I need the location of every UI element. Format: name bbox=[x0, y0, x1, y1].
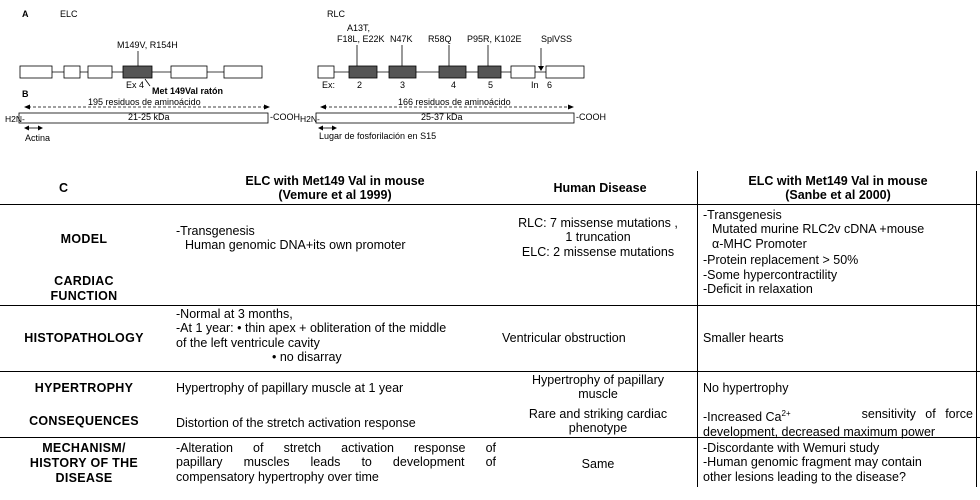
rlc-exon-5 bbox=[478, 66, 501, 78]
row-label-hypertrophy: HYPERTROPHY bbox=[34, 381, 134, 395]
elc-exon-5 bbox=[171, 66, 207, 78]
elc-kda-label: 21-25 kDa bbox=[128, 112, 170, 122]
column-divider bbox=[976, 171, 977, 487]
histopathology-col1: -Normal at 3 months, -At 1 year: • thin apex + obliteration of the middle of the left ventricule cavity • no disarray bbox=[176, 307, 447, 365]
elc-span-label: 195 residuos de aminoácido bbox=[88, 97, 201, 107]
rlc-mut4-label: P95R, K102E bbox=[467, 34, 522, 44]
rlc-exon-6b bbox=[546, 66, 584, 78]
panel-b-label: B bbox=[22, 89, 29, 99]
rlc-mut1-line1: A13T, bbox=[347, 23, 371, 33]
gene-structure-diagram bbox=[0, 0, 620, 165]
elc-n-term: H2N- bbox=[5, 114, 25, 124]
hypertrophy-col3: No hypertrophy bbox=[703, 381, 789, 395]
rlc-exon-2 bbox=[349, 66, 377, 78]
rlc-exon-3 bbox=[389, 66, 416, 78]
row-label-cardiac-function: CARDIAC FUNCTION bbox=[50, 274, 118, 303]
histopathology-col3: Smaller hearts bbox=[703, 331, 784, 345]
rlc-ex3-label: 3 bbox=[400, 80, 406, 90]
hypertrophy-col2: Hypertrophy of papillary muscle bbox=[531, 373, 664, 402]
rlc-exon-1 bbox=[318, 66, 334, 78]
column-divider bbox=[697, 171, 698, 487]
histopathology-col2: Ventricular obstruction bbox=[502, 331, 626, 345]
rlc-exon-4 bbox=[439, 66, 466, 78]
elc-exon-4 bbox=[123, 66, 152, 78]
elc-exon-3 bbox=[88, 66, 112, 78]
elc-title: ELC bbox=[60, 9, 78, 19]
splice-arrow-icon bbox=[538, 66, 544, 71]
elc-mutation-label: M149V, R154H bbox=[117, 40, 178, 50]
row-label-histopathology: HISTOPATHOLOGY bbox=[24, 331, 144, 345]
rlc-exon-6a bbox=[511, 66, 535, 78]
rlc-ex2-label: 2 bbox=[357, 80, 363, 90]
header-col3: ELC with Met149 Val in mouse (Sanbe et al 2000) bbox=[748, 174, 928, 203]
hypertrophy-col1: Hypertrophy of papillary muscle at 1 year bbox=[176, 381, 404, 395]
elc-exon-1 bbox=[20, 66, 52, 78]
consequences-col1: Distortion of the stretch activation response bbox=[176, 416, 416, 430]
gene-diagram-figure bbox=[0, 0, 620, 165]
panel-a-label: A bbox=[22, 9, 29, 19]
actin-label: Actina bbox=[25, 133, 51, 143]
rlc-ex-prefix: Ex: bbox=[322, 80, 336, 90]
rlc-ex5-label: 5 bbox=[488, 80, 494, 90]
mechanism-col1: -Alteration of stretch activation response of papillary muscles leads to development of compensatory hypertrophy over time bbox=[176, 441, 496, 484]
elc-exon4-label: Ex 4 bbox=[126, 80, 145, 90]
elc-met-label: Met 149Val ratón bbox=[152, 86, 224, 96]
row-label-consequences: CONSEQUENCES bbox=[29, 414, 139, 428]
rlc-title: RLC bbox=[327, 9, 346, 19]
elc-met-pointer bbox=[145, 79, 150, 86]
model-col3: -Transgenesis Mutated murine RLC2v cDNA +mouse α-MHC Promoter -Protein replacement > 50% -Some hypercontractility -Deficit in relaxation bbox=[703, 208, 925, 297]
rlc-in-label: In bbox=[531, 80, 539, 90]
rlc-kda-label: 25-37 kDa bbox=[421, 112, 463, 122]
model-col1: -Transgenesis Human genomic DNA+its own promoter bbox=[176, 224, 406, 253]
header-col2: Human Disease bbox=[553, 181, 647, 195]
row-label-model: MODEL bbox=[60, 232, 108, 246]
panel-c-label: C bbox=[59, 181, 69, 195]
elc-exon-2 bbox=[64, 66, 80, 78]
rlc-mut2-label: N47K bbox=[390, 34, 413, 44]
rlc-c-term: -COOH bbox=[576, 112, 606, 122]
rlc-mut1-line2: F18L, E22K bbox=[337, 34, 385, 44]
header-col1: ELC with Met149 Val in mouse (Vemure et al 1999) bbox=[245, 174, 425, 203]
mechanism-col3: -Discordante with Wemuri study -Human genomic fragment may contain other lesions leading to the disease? bbox=[703, 441, 922, 484]
mechanism-col2: Same bbox=[581, 457, 615, 471]
model-col2: RLC: 7 missense mutations , 1 truncation ELC: 2 missense mutations bbox=[518, 216, 678, 259]
rlc-mut3-label: R58Q bbox=[428, 34, 452, 44]
elc-exon-6 bbox=[224, 66, 262, 78]
row-label-mechanism: MECHANISM/ HISTORY OF THE DISEASE bbox=[29, 441, 139, 485]
row-divider bbox=[0, 371, 980, 372]
rlc-n-term: H2N- bbox=[300, 114, 320, 124]
phospho-label: Lugar de fosforilación en S15 bbox=[319, 131, 437, 141]
rlc-ex4-label: 4 bbox=[451, 80, 457, 90]
row-divider bbox=[0, 305, 980, 306]
rlc-splice-label: SplVSS bbox=[541, 34, 573, 44]
rlc-ex6-label: 6 bbox=[547, 80, 553, 90]
consequences-col2: Rare and striking cardiac phenotype bbox=[528, 407, 668, 436]
elc-c-term: -COOH bbox=[270, 112, 300, 122]
header-divider bbox=[0, 204, 980, 205]
rlc-span-label: 166 residuos de aminoácido bbox=[398, 97, 511, 107]
comparison-table bbox=[0, 171, 980, 495]
consequences-col3: -Increased $Ca^{2+}$ sensitivity of force development, decreased maximum power bbox=[703, 407, 973, 439]
